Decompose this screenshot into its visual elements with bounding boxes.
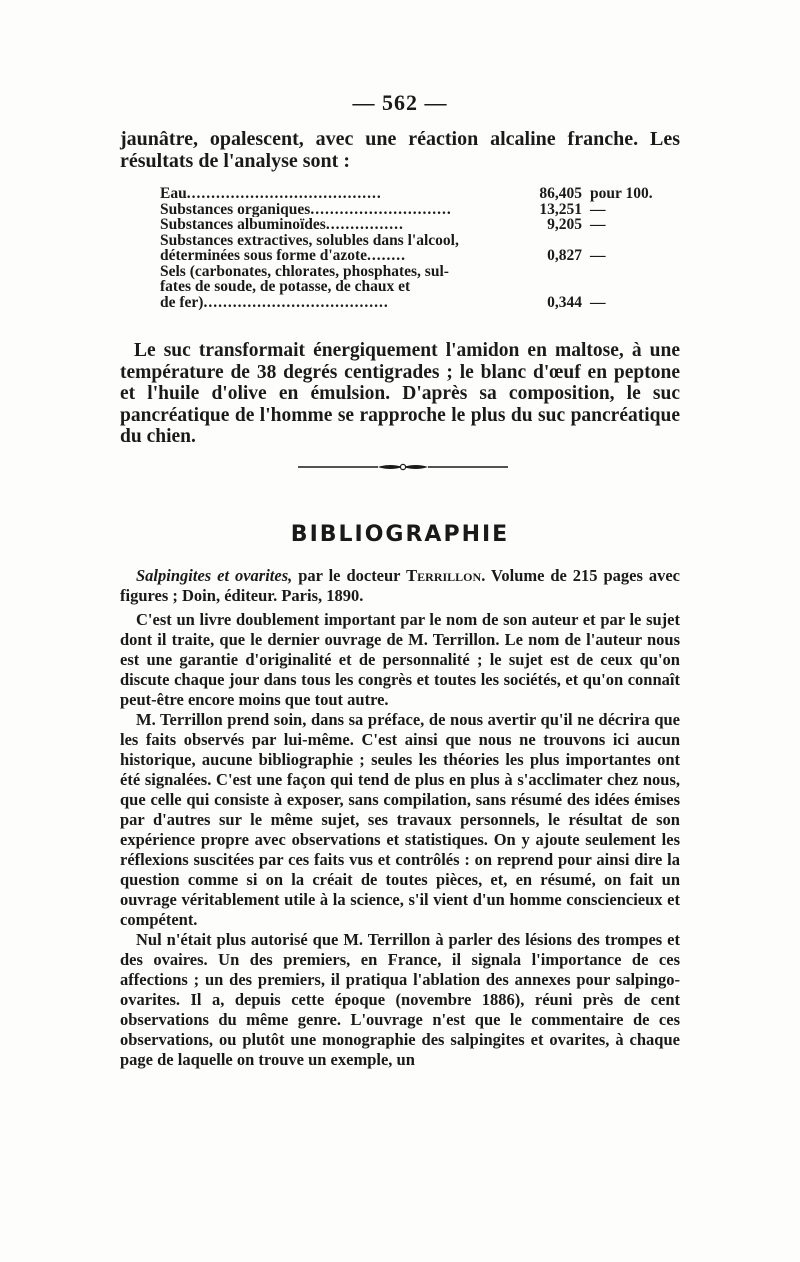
composition-row bbox=[160, 186, 680, 202]
review-body bbox=[120, 610, 680, 1070]
composition-name: Substances organiques bbox=[160, 201, 311, 217]
composition-row bbox=[160, 233, 680, 264]
citation-by: par le docteur bbox=[292, 566, 407, 585]
composition-value: 9,205 bbox=[547, 216, 582, 233]
leader-dots: ........ bbox=[367, 247, 407, 264]
composition-unit: — bbox=[590, 200, 606, 218]
intro-text: jaunâtre, opalescent, avec une réaction alcaline franche. Les résultats de l'analyse sont : bbox=[120, 128, 680, 172]
conclusion-text: Le suc transformait énergiquement l'amidon en maltose, à une température de 38 degrés centigrades ; le blanc d'œuf en peptone et l'huile d'olive en émulsion. D'après sa composition, le suc pancréatique de l'homme se rapproche le plus du suc pancréatique du chien. bbox=[120, 340, 680, 447]
book-citation bbox=[120, 566, 680, 606]
intro-paragraph bbox=[120, 128, 680, 172]
composition-unit: — bbox=[590, 293, 606, 311]
composition-row bbox=[160, 264, 680, 311]
ornament-divider bbox=[298, 462, 508, 472]
book-title: Salpingites et ovarites, bbox=[136, 566, 293, 585]
composition-name: Sels (carbonates, chlorates, phosphates, sul- fates de soude, de potasse, de chaux et de fer) bbox=[160, 263, 449, 310]
composition-row bbox=[160, 217, 680, 233]
section-heading: BIBLIOGRAPHIE bbox=[290, 522, 510, 547]
composition-name: Substances albuminoïdes bbox=[160, 217, 326, 233]
composition-unit: — bbox=[590, 247, 606, 264]
composition-unit: — bbox=[590, 216, 606, 233]
review-paragraph: M. Terrillon prend soin, dans sa préface, de nous avertir qu'il ne décrira que les faits observés par lui-même. C'est ainsi que nous ne trouvons ici aucun historique, aucune bibliographie ; seules les théories les plus importantes ont été signalées. C'est une façon qui tend de plus en plus à s'acclimater chez nous, que celle qui consiste à exposer, sans compilation, sans résumé des idées émises par d'autres sur le même sujet, ses travaux personnels, le résultat de son expérience propre avec observations et statistiques. On y ajoute seulement les réflexions suscitées par ces faits vus et contrôlés : on reprend pour ainsi dire la question comme si on la créait de toutes pièces, et, en résumé, on fait un ouvrage véritablement utile à la science, s'il vient d'un homme consciencieux et compétent. bbox=[120, 710, 680, 929]
composition-value: 86,405 bbox=[539, 185, 582, 202]
leader-dots: ........................................ bbox=[186, 186, 382, 202]
composition-value: 13,251 bbox=[539, 200, 582, 218]
book-author: Terrillon bbox=[406, 566, 482, 585]
composition-name: Eau bbox=[160, 186, 187, 202]
review-paragraph: Nul n'était plus autorisé que M. Terrillon à parler des lésions des trompes et des ovaires. Un des premiers, en France, il signala l'importance de ces affections ; un des premiers, il pratiqua l'ablation des annexes pour salpingo-ovarites. Il a, depuis cette époque (novembre 1886), réuni près de cent observations du même genre. L'ouvrage n'est que le commentaire de ces observations, ou plutôt une monographie des salpingites et ovarites, à chaque page de laquelle on trouve un exemple, un bbox=[120, 930, 680, 1069]
conclusion-paragraph bbox=[120, 340, 680, 448]
composition-value: 0,827 bbox=[547, 247, 582, 264]
page-number: — 562 — bbox=[352, 90, 448, 115]
composition-value: 0,344 bbox=[547, 293, 582, 311]
citation-details: . Volume de 215 pages avec figures ; Doin, éditeur. Paris, 1890. bbox=[120, 566, 681, 605]
composition-table bbox=[160, 186, 680, 310]
composition-row bbox=[160, 202, 680, 218]
leader-dots: ................ bbox=[325, 217, 404, 233]
composition-unit: pour 100. bbox=[590, 185, 653, 202]
review-section bbox=[120, 566, 680, 1070]
leader-dots: ...................................... bbox=[203, 293, 389, 310]
review-paragraph: C'est un livre doublement important par le nom de son auteur et par le sujet dont il traite, que le dernier ouvrage de M. Terrillon. Le nom de l'auteur nous est une garantie d'originalité et de personnalité ; le sujet est de ceux qu'on discute chaque jour dans tous les congrès et toutes les sociétés, et qu'on connaît peut-être encore moins que tout autre. bbox=[120, 610, 680, 709]
leader-dots: ............................. bbox=[310, 201, 452, 217]
composition-name: Substances extractives, solubles dans l'alcool, déterminées sous forme d'azote bbox=[160, 232, 459, 264]
